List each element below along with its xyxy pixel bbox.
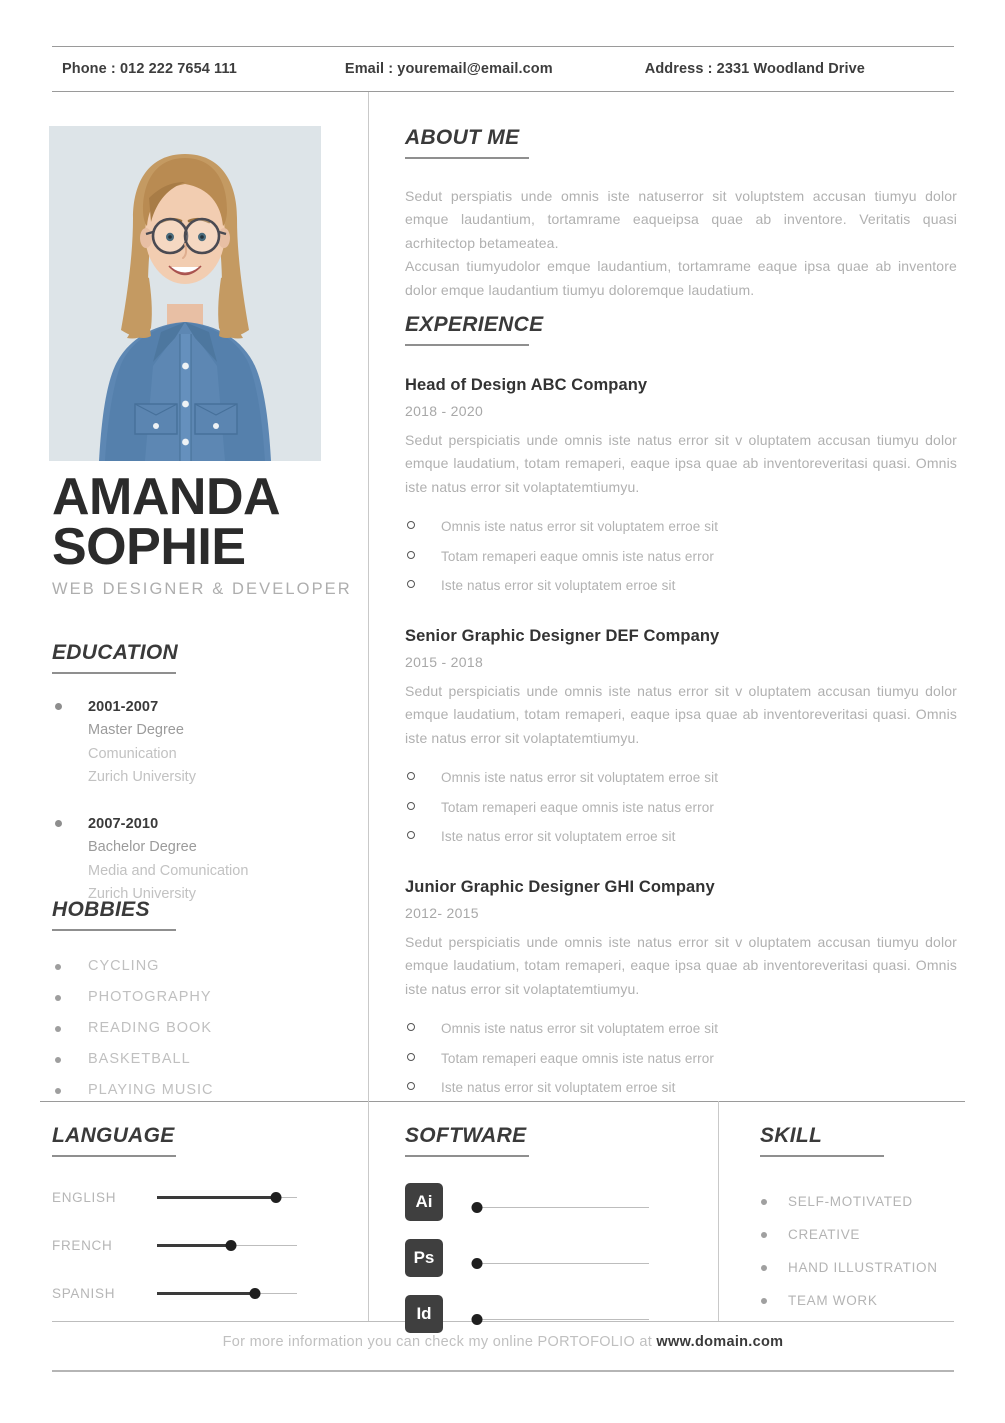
footer-text: For more information you can check my online PORTOFOLIO at	[222, 1334, 657, 1350]
skill-label: SELF-MOTIVATED	[788, 1193, 913, 1209]
software-row	[405, 1183, 705, 1221]
language-section	[52, 1124, 352, 1329]
hobbies-heading-rule	[52, 929, 176, 931]
about-heading: ABOUT ME	[405, 126, 520, 149]
skill-heading-rule	[760, 1155, 884, 1157]
list-item	[760, 1251, 960, 1284]
adobe-illustrator-icon: Ai	[405, 1183, 443, 1221]
list-item	[405, 763, 957, 793]
slider-fill	[157, 1196, 276, 1199]
language-label: ENGLISH	[52, 1190, 117, 1205]
slider-fill	[157, 1244, 231, 1247]
list-item	[405, 1014, 957, 1044]
education-years: 2001-2007	[88, 698, 159, 715]
experience-bullets	[405, 1014, 957, 1103]
bullet-label: Iste natus error sit voluptatem erroe sit	[441, 829, 676, 844]
list-item	[52, 951, 368, 982]
software-list	[405, 1183, 705, 1333]
slider-track	[477, 1207, 649, 1209]
bullet-label: Totam remaperi eaque omnis iste natus error	[441, 548, 714, 564]
bullet-ring-icon	[407, 551, 415, 559]
hobby-label: CYCLING	[88, 957, 160, 974]
language-heading: LANGUAGE	[52, 1124, 175, 1147]
job-title: WEB DESIGNER & DEVELOPER	[52, 580, 352, 598]
software-row	[405, 1239, 705, 1277]
bullet-ring-icon	[407, 1082, 415, 1090]
about-heading-rule	[405, 157, 529, 159]
hobbies-list	[52, 951, 368, 1106]
bullet-dot-icon	[55, 1026, 61, 1032]
about-paragraph: Sedut perspiatis unde omnis iste natuserror sit voluptstem accusan tiumyu dolor emque laudantium, tortamrame eaqueipsa quae ab inventore. Veritatis quasi acrhitectop betameatea.	[405, 187, 957, 251]
education-heading: EDUCATION	[52, 641, 178, 664]
experience-title: Junior Graphic Designer GHI Company	[405, 877, 715, 896]
skill-section	[760, 1124, 960, 1317]
experience-bullets	[405, 763, 957, 852]
list-item	[405, 822, 957, 852]
hobby-label: PLAYING MUSIC	[88, 1081, 214, 1098]
education-degree: Master Degree	[88, 722, 184, 738]
hobbies-section	[52, 898, 368, 1106]
bullet-label: Omnis iste natus error sit voluptatem erroe sit	[441, 1021, 719, 1036]
list-item	[760, 1185, 960, 1218]
list-item	[52, 1075, 368, 1106]
slider-handle[interactable]	[271, 1192, 282, 1203]
list-item	[405, 1073, 957, 1103]
language-level-slider[interactable]	[157, 1192, 297, 1204]
experience-entry	[405, 627, 957, 852]
adobe-indesign-icon: Id	[405, 1295, 443, 1333]
experience-description: Sedut perspiciatis unde omnis iste natus error sit v oluptatem accusan tiumyu dolor emque laudatium, totam remaperi, eaque ipsa quae ab inventoreveritasi quasi. Omnis iste natus error sit volaptatemtiumyu.	[405, 933, 957, 997]
bullet-dot-icon	[761, 1232, 767, 1238]
list-item	[760, 1218, 960, 1251]
slider-handle[interactable]	[250, 1288, 261, 1299]
bullet-ring-icon	[407, 521, 415, 529]
skill-heading: SKILL	[760, 1124, 823, 1147]
list-item	[405, 542, 957, 572]
language-heading-rule	[52, 1155, 176, 1157]
education-section	[52, 641, 368, 930]
bullet-label: Omnis iste natus error sit voluptatem erroe sit	[441, 519, 719, 534]
bottom-divider-left	[368, 1101, 369, 1321]
education-heading-rule	[52, 672, 176, 674]
education-school: Zurich University	[88, 886, 196, 902]
bullet-dot-icon	[55, 1088, 61, 1094]
page-title	[52, 468, 368, 599]
bullet-label: Iste natus error sit voluptatem erroe sit	[441, 578, 676, 593]
slider-fill	[157, 1292, 255, 1295]
software-row	[405, 1295, 705, 1333]
experience-title: Senior Graphic Designer DEF Company	[405, 626, 720, 645]
education-years: 2007-2010	[88, 815, 159, 832]
bullet-label: Totam remaperi eaque omnis iste natus error	[441, 1050, 714, 1066]
hobbies-heading: HOBBIES	[52, 898, 150, 921]
bullet-label: Totam remaperi eaque omnis iste natus error	[441, 799, 714, 815]
list-item	[52, 696, 368, 790]
experience-entry	[405, 878, 957, 1103]
experience-section	[405, 313, 957, 1129]
software-section	[405, 1124, 705, 1351]
education-degree: Bachelor Degree	[88, 839, 197, 855]
list-item	[52, 982, 368, 1013]
experience-description: Sedut perspiciatis unde omnis iste natus error sit v oluptatem accusan tiumyu dolor emque laudatium, totam remaperi, eaque ipsa quae ab inventoreveritasi quasi. Omnis iste natus error sit volaptatemtiumyu.	[405, 682, 957, 746]
list-item	[405, 793, 957, 823]
bullet-ring-icon	[407, 802, 415, 810]
first-name: AMANDA	[52, 468, 281, 526]
language-level-slider[interactable]	[157, 1240, 297, 1252]
software-heading-rule	[405, 1155, 529, 1157]
footer	[52, 1334, 954, 1350]
hobby-label: BASKETBALL	[88, 1050, 191, 1067]
hobby-label: PHOTOGRAPHY	[88, 988, 212, 1005]
adobe-photoshop-icon: Ps	[405, 1239, 443, 1277]
language-label: SPANISH	[52, 1286, 116, 1301]
bullet-label: Iste natus error sit voluptatem erroe sit	[441, 1080, 676, 1095]
bullet-label: Omnis iste natus error sit voluptatem erroe sit	[441, 770, 719, 785]
last-name: SOPHIE	[52, 518, 246, 576]
contact-phone: Phone : 012 222 7654 111	[62, 61, 237, 77]
language-list	[52, 1185, 352, 1307]
skill-label: CREATIVE	[788, 1226, 861, 1242]
education-field: Media and Comunication	[88, 862, 249, 879]
bullet-ring-icon	[407, 772, 415, 780]
list-item	[405, 571, 957, 601]
bullet-ring-icon	[407, 1023, 415, 1031]
about-section	[405, 126, 957, 302]
experience-bullets	[405, 512, 957, 601]
contact-header	[52, 46, 954, 92]
avatar	[49, 126, 321, 461]
bullet-dot-icon	[55, 1057, 61, 1063]
bullet-dot-icon	[55, 964, 61, 970]
slider-track	[477, 1319, 649, 1321]
about-body	[405, 185, 957, 303]
education-list	[52, 696, 368, 907]
language-label: FRENCH	[52, 1238, 113, 1253]
slider-track	[477, 1263, 649, 1265]
bullet-ring-icon	[407, 1053, 415, 1061]
experience-years: 2018 - 2020	[405, 402, 484, 419]
skill-label: HAND ILLUSTRATION	[788, 1259, 938, 1275]
list-item	[52, 813, 368, 907]
experience-list	[405, 376, 957, 1103]
page-bottom-rule	[52, 1370, 954, 1372]
slider-handle[interactable]	[472, 1202, 483, 1213]
experience-years: 2015 - 2018	[405, 653, 484, 670]
portfolio-link[interactable]: www.domain.com	[656, 1334, 784, 1350]
list-item	[405, 512, 957, 542]
list-item	[405, 1044, 957, 1074]
profile-photo-illustration	[49, 126, 321, 461]
experience-heading: EXPERIENCE	[405, 313, 544, 336]
skill-label: TEAM WORK	[788, 1292, 878, 1308]
slider-handle[interactable]	[472, 1258, 483, 1269]
bullet-dot-icon	[55, 703, 62, 710]
bullet-dot-icon	[55, 820, 62, 827]
contact-email: Email : youremail@email.com	[344, 61, 553, 77]
skill-list	[760, 1185, 960, 1317]
language-row	[52, 1185, 352, 1211]
slider-handle[interactable]	[472, 1314, 483, 1325]
bullet-dot-icon	[761, 1199, 767, 1205]
bullet-dot-icon	[761, 1265, 767, 1271]
education-school: Zurich University	[88, 769, 196, 785]
experience-title: Head of Design ABC Company	[405, 375, 648, 394]
contact-address: Address : 2331 Woodland Drive	[644, 61, 865, 77]
column-divider-main	[368, 92, 369, 1102]
education-field: Comunication	[88, 745, 177, 762]
experience-years: 2012- 2015	[405, 904, 479, 921]
language-level-slider[interactable]	[157, 1288, 297, 1300]
experience-heading-rule	[405, 344, 529, 346]
experience-entry	[405, 376, 957, 601]
list-item	[760, 1284, 960, 1317]
experience-description: Sedut perspiciatis unde omnis iste natus error sit v oluptatem accusan tiumyu dolor emque laudatium, totam remaperi, eaque ipsa quae ab inventoreveritasi quasi. Omnis iste natus error sit volaptatemtiumyu.	[405, 431, 957, 495]
hobby-label: READING BOOK	[88, 1019, 212, 1036]
language-row	[52, 1281, 352, 1307]
bullet-ring-icon	[407, 831, 415, 839]
slider-handle[interactable]	[226, 1240, 237, 1251]
language-row	[52, 1233, 352, 1259]
bullet-dot-icon	[761, 1298, 767, 1304]
about-paragraph: Accusan tiumyudolor emque laudantium, tortamrame eaque ipsa quae ab inventore dolor emque laudantium tiumyu doloremque laudatium.	[405, 258, 957, 298]
bullet-dot-icon	[55, 995, 61, 1001]
list-item	[52, 1013, 368, 1044]
software-heading: SOFTWARE	[405, 1124, 527, 1147]
bullet-ring-icon	[407, 580, 415, 588]
list-item	[52, 1044, 368, 1075]
bottom-divider-right	[718, 1101, 719, 1321]
